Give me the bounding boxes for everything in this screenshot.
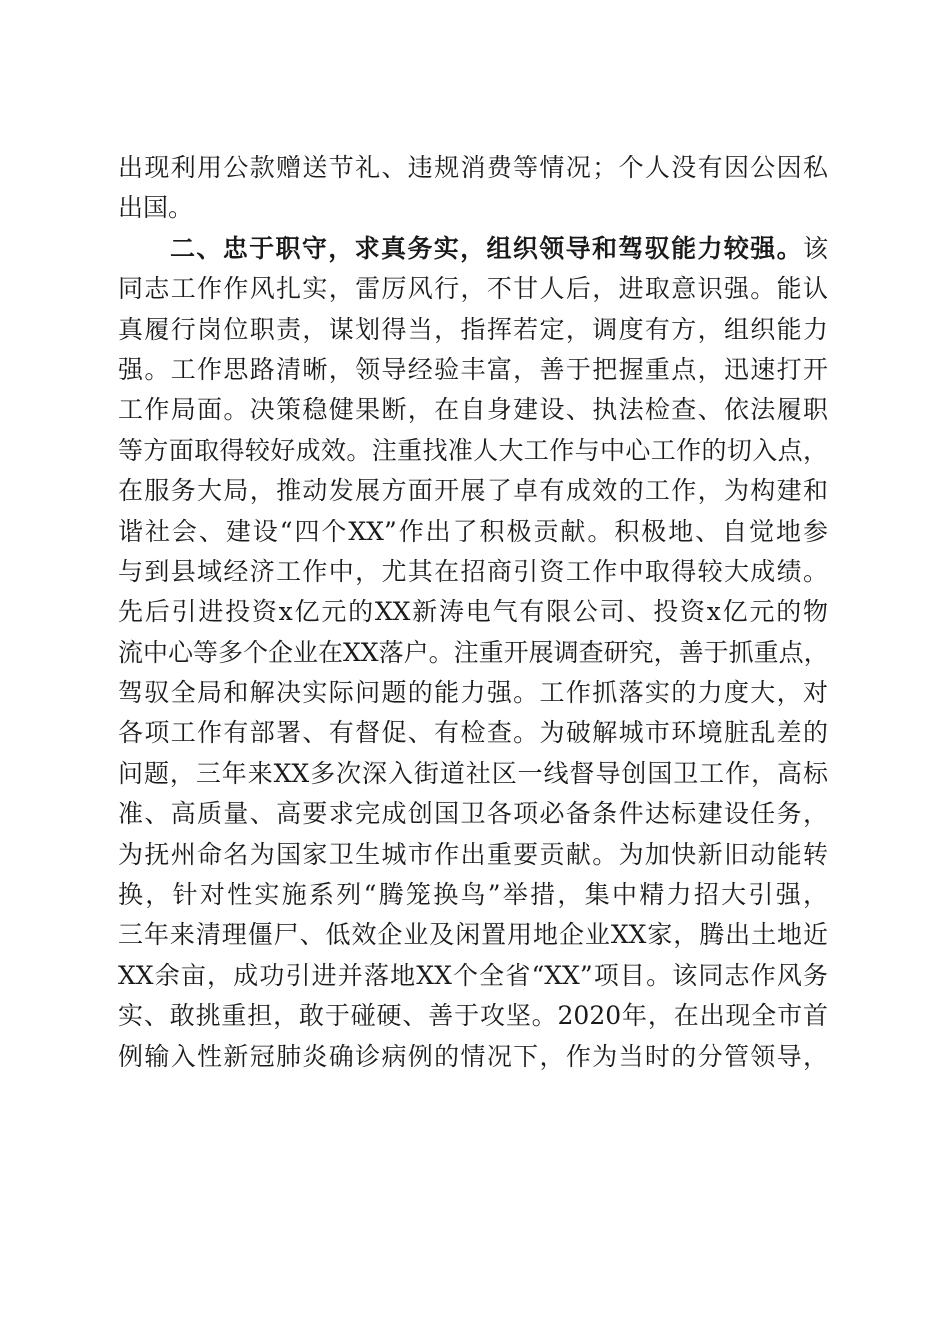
text-line-7: 工作局面。决策稳健果断，在自身建设、执法检查、依法履职 [118,395,828,425]
text-line-6: 强。工作思路清晰，领导经验丰富，善于把握重点，迅速打开 [118,354,828,384]
text-line-13: 流中心等多个企业在XX落户。注重开展调查研究，善于抓重点， [118,637,829,667]
text-line-20: 三年来清理僵尸、低效企业及闲置用地企业XX家，腾出土地近 [118,920,828,950]
text-line-1: 出现利用公款赠送节礼、违规消费等情况；个人没有因公因私 [118,153,828,182]
text-line-19: 换，针对性实施系列“腾笼换鸟”举措，集中精力招大引强， [118,880,828,910]
text-line-8: 等方面取得较好成效。注重找准人大工作与中心工作的切入点， [118,435,828,465]
text-line-17: 准、高质量、高要求完成创国卫各项必备条件达标建设任务， [118,799,828,829]
text-line-16: 问题，三年来XX多次深入街道社区一线督导创国卫工作，高标 [118,758,828,788]
section-heading-line [118,229,828,269]
section-heading: 二、忠于职守，求真务实，组织领导和驾驭能力较强。 [170,233,803,263]
text-line-14: 驾驭全局和解决实际问题的能力强。工作抓落实的力度大，对 [118,678,828,708]
text-line-23: 例输入性新冠肺炎确诊病例的情况下，作为当时的分管领导， [118,1041,828,1071]
document-body [118,148,828,1077]
text-line-11: 与到县域经济工作中，尤其在招商引资工作中取得较大成绩。 [118,556,828,586]
text-line-2: 出国。 [118,193,194,223]
text-line-15: 各项工作有部署、有督促、有检查。为破解城市环境脏乱差的 [118,718,828,748]
text-line-4: 同志工作作风扎实，雷厉风行，不甘人后，进取意识强。能认 [118,274,828,304]
text-line-12: 先后引进投资x亿元的XX新涛电气有限公司、投资x亿元的物 [118,597,828,627]
text-line-9: 在服务大局，推动发展方面开展了卓有成效的工作，为构建和 [118,476,828,506]
text-line-10: 谐社会、建设“四个XX”作出了积极贡献。积极地、自觉地参 [118,516,828,546]
text-line-18: 为抚州命名为国家卫生城市作出重要贡献。为加快新旧动能转 [118,839,828,869]
text-line-5: 真履行岗位职责，谋划得当，指挥若定，调度有方，组织能力 [118,314,828,344]
section-heading-tail: 该 [802,233,828,263]
text-line-22: 实、敢挑重担，敢于碰硬、善于攻坚。2020年，在出现全市首 [118,1001,828,1031]
text-line-21: XX余亩，成功引进并落地XX个全省“XX”项目。该同志作风务 [118,960,828,990]
